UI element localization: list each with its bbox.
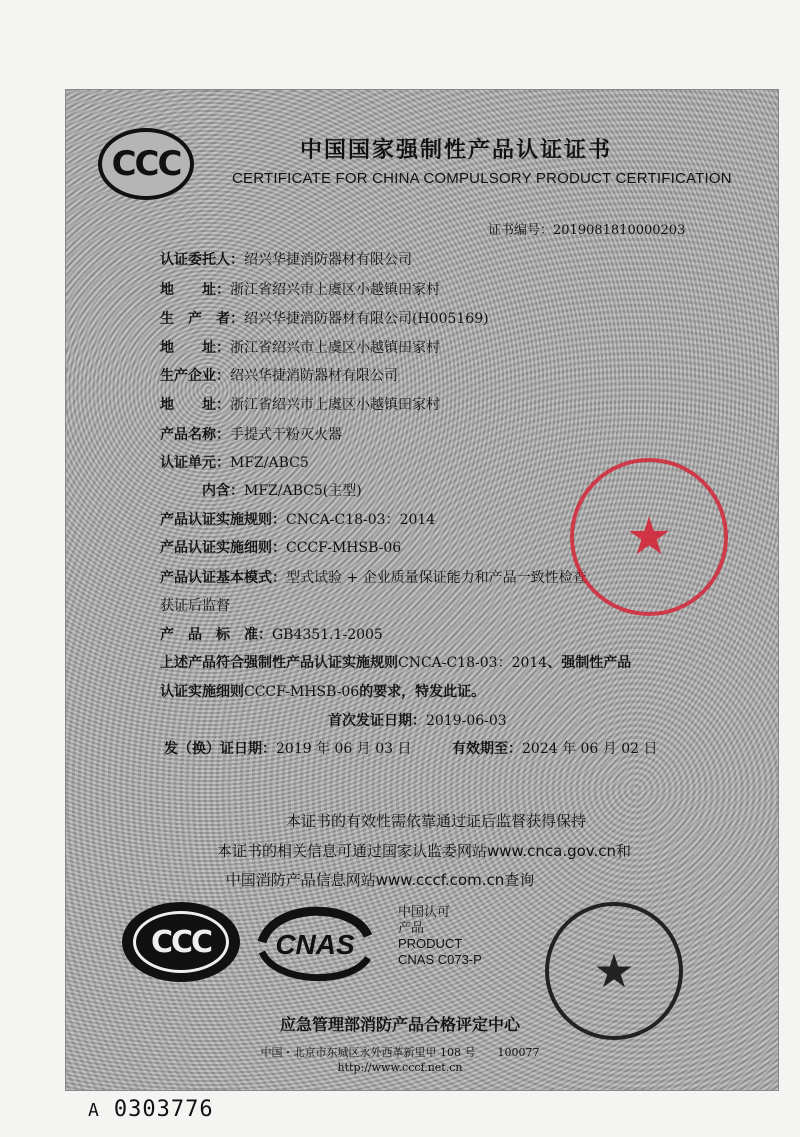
field-value: 型式试验 + 企业质量保证能力和产品一致性检查 <box>286 570 587 586</box>
cert-number-label: 证书编号： <box>488 223 554 238</box>
field-value: 绍兴华捷消防器材有限公司 <box>230 368 398 384</box>
field-cert-unit <box>160 452 309 472</box>
ccc-logo-bottom <box>122 902 240 982</box>
statement-line-1 <box>160 652 631 672</box>
field-value: 绍兴华捷消防器材有限公司(H005169) <box>244 311 489 327</box>
certificate-number <box>488 219 685 238</box>
company-seal <box>570 458 728 616</box>
issuer-address: 中国・北京市东城区永外西革新里甲 108 号 100077 <box>260 1046 540 1059</box>
info-note-cccf: 中国消防产品信息网站www.cccf.com.cn查询 <box>225 871 535 889</box>
ccc-logo-text: CCC <box>150 924 212 960</box>
field-factory-address <box>160 394 440 414</box>
field-label: 生产企业： <box>160 368 230 384</box>
field-value: CNCA-C18-03：2014 <box>286 512 436 528</box>
issue-date <box>164 738 412 758</box>
field-value: 浙江省绍兴市上虞区小越镇田家村 <box>230 397 440 413</box>
field-label: 产 品 标 准： <box>160 627 272 643</box>
field-value: GB4351.1-2005 <box>272 627 383 643</box>
field-label: 地 址： <box>160 397 230 413</box>
certificate-title-en: CERTIFICATE FOR CHINA COMPULSORY PRODUCT CERTIFICATION <box>232 170 732 187</box>
cnas-logo <box>254 896 376 986</box>
field-manufacturer-address <box>160 337 440 357</box>
serial-number <box>88 1097 214 1122</box>
issue-value: 2019 年 06 月 03 日 <box>276 741 412 757</box>
field-basic-mode <box>160 567 587 587</box>
field-label: 产品认证实施规则： <box>160 512 286 528</box>
expiry-date <box>452 738 658 758</box>
field-applicant <box>160 249 412 269</box>
statement-text: 上述产品符合强制性产品认证实施规则 <box>160 655 398 671</box>
expiry-label: 有效期至： <box>452 741 522 757</box>
field-label: 获证后监督 <box>160 598 230 614</box>
issue-label: 发（换）证日期： <box>164 741 276 757</box>
serial-prefix: A <box>88 1100 100 1121</box>
field-manufacturer <box>160 308 489 328</box>
field-value: 浙江省绍兴市上虞区小越镇田家村 <box>230 282 440 298</box>
validity-note: 本证书的有效性需依靠通过证后监督获得保持 <box>285 812 586 830</box>
issuer-website: http://www.cccf.net.cn <box>337 1061 463 1074</box>
field-value: 手提式干粉灭火器 <box>230 427 342 443</box>
field-value: 浙江省绍兴市上虞区小越镇田家村 <box>230 340 440 356</box>
field-value: MFZ/ABC5 <box>230 455 309 471</box>
field-label: 地 址： <box>160 340 230 356</box>
field-label: 认证单元： <box>160 455 230 471</box>
ccc-logo-ring <box>133 911 229 973</box>
first-issue-label: 首次发证日期： <box>328 713 426 729</box>
field-post-supervision <box>160 595 230 615</box>
ccc-logo <box>98 128 194 200</box>
seal-star-icon: ★ <box>593 944 635 998</box>
field-label: 内含： <box>160 483 244 499</box>
cert-number-value: 2019081810000203 <box>553 223 686 238</box>
ccc-logo-text: CCC <box>111 144 181 184</box>
field-impl-rule <box>160 509 435 529</box>
expiry-value: 2024 年 06 月 02 日 <box>522 741 658 757</box>
field-label: 产品认证基本模式： <box>160 570 286 586</box>
field-product-standard <box>160 624 383 644</box>
certificate-title-cn: 中国国家强制性产品认证证书 <box>300 138 613 163</box>
field-label: 产品认证实施细则： <box>160 540 286 556</box>
field-factory <box>160 365 398 385</box>
field-label: 生 产 者： <box>160 311 244 327</box>
field-label: 产品名称： <box>160 427 230 443</box>
serial-value: 0303776 <box>113 1097 214 1122</box>
field-label: 认证委托人： <box>160 252 244 268</box>
cnas-info: 中国认可 产品 PRODUCT CNAS C073-P <box>398 904 482 967</box>
field-value: MFZ/ABC5(主型) <box>244 483 362 499</box>
field-product-name <box>160 424 342 444</box>
cnas-logo-text: CNAS <box>275 929 355 960</box>
statement-line-2 <box>160 681 485 701</box>
field-label: 地 址： <box>160 282 230 298</box>
statement-detail: CCCF-MHSB-06 <box>244 684 360 700</box>
cnca-website-link[interactable]: www.cnca.gov.cn <box>486 842 617 860</box>
info-note-cnca: 本证书的相关信息可通过国家认监委网站www.cnca.gov.cn和 <box>216 842 632 860</box>
field-applicant-address <box>160 279 440 299</box>
seal-star-icon: ★ <box>625 507 673 567</box>
field-value: CCCF-MHSB-06 <box>286 540 402 556</box>
field-impl-detail <box>160 537 401 557</box>
statement-text: 、强制性产品 <box>547 655 632 671</box>
cccf-website-link[interactable]: www.cccf.com.cn <box>375 871 505 889</box>
statement-rule: CNCA-C18-03：2014 <box>398 655 548 671</box>
issuer-name: 应急管理部消防产品合格评定中心 <box>279 1015 520 1034</box>
field-value: 绍兴华捷消防器材有限公司 <box>244 252 412 268</box>
statement-text: 认证实施细则 <box>160 684 244 700</box>
first-issue-date <box>328 710 507 730</box>
field-includes <box>160 480 362 500</box>
first-issue-value: 2019-06-03 <box>426 713 507 729</box>
statement-text: 的要求，特发此证。 <box>359 684 486 700</box>
